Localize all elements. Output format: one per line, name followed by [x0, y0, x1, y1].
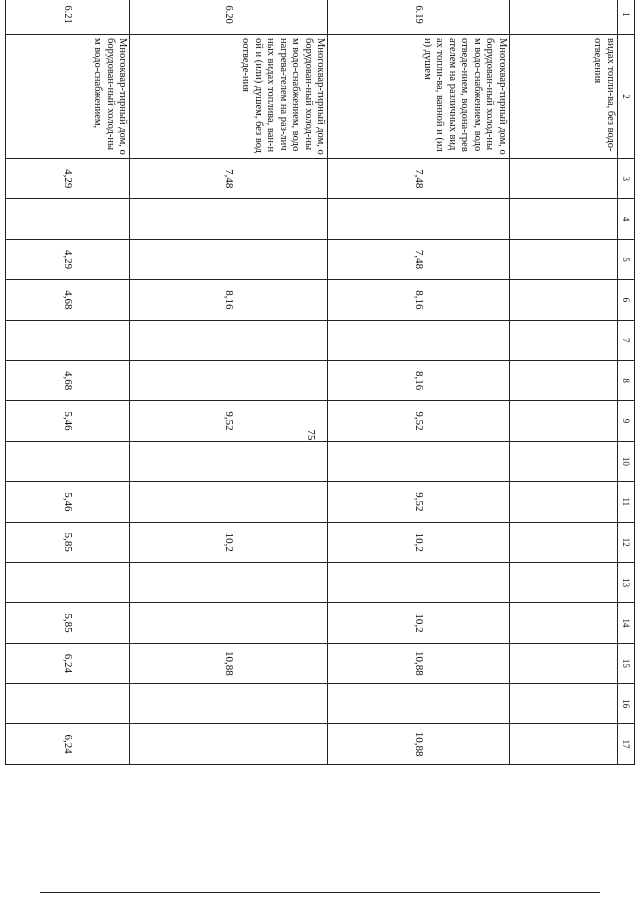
value-cell	[6, 441, 130, 481]
value-cell: 5,85	[6, 603, 130, 643]
value-cell: 8,16	[130, 280, 328, 320]
value-cell	[328, 562, 509, 602]
value-cell: 4,29	[6, 159, 130, 199]
value-cell: 7,48	[328, 239, 509, 279]
value-cell	[130, 441, 328, 481]
value-cell: 10,88	[130, 643, 328, 683]
value-cell: 9,52	[130, 401, 328, 441]
column-header: 9	[617, 401, 634, 441]
value-cell: 8,16	[328, 360, 509, 400]
value-cell	[509, 441, 617, 481]
value-cell: 5,46	[6, 482, 130, 522]
value-cell	[130, 199, 328, 239]
value-cell: 6,24	[6, 643, 130, 683]
value-cell	[328, 320, 509, 360]
value-cell	[509, 522, 617, 562]
column-header: 1	[617, 0, 634, 35]
column-header: 11	[617, 482, 634, 522]
column-header: 17	[617, 724, 634, 764]
column-header: 12	[617, 522, 634, 562]
value-cell	[130, 239, 328, 279]
value-cell	[509, 239, 617, 279]
value-cell	[509, 684, 617, 724]
row-id: 6.20	[130, 0, 328, 35]
tariff-table	[5, 0, 635, 765]
value-cell	[130, 360, 328, 400]
value-cell	[130, 562, 328, 602]
value-cell: 9,52	[328, 482, 509, 522]
value-cell	[509, 562, 617, 602]
row-description: видах топли-ва, без водо-отведения	[509, 35, 617, 159]
value-cell: 8,16	[328, 280, 509, 320]
value-cell	[328, 684, 509, 724]
row-description: Многоквар-тирный дом, оборудован-ный холод-ным водо-снабжением,	[6, 35, 130, 159]
column-header: 6	[617, 280, 634, 320]
row-id: 6.19	[328, 0, 509, 35]
value-cell	[509, 643, 617, 683]
row-description: Многоквар-тирный дом, оборудован-ный холод-ным водо-снабжением, водоотведе-нием, водона-гревателем на различных видах топли-ва, ванной и (или) душем	[328, 35, 509, 159]
value-cell	[130, 482, 328, 522]
value-cell: 10,2	[328, 522, 509, 562]
value-cell	[509, 360, 617, 400]
value-cell: 7,48	[130, 159, 328, 199]
value-cell: 9,52	[328, 401, 509, 441]
value-cell	[6, 199, 130, 239]
column-header: 7	[617, 320, 634, 360]
column-header: 10	[617, 441, 634, 481]
row-description: Многоквар-тирный дом, оборудован-ный холод-ным водо-снабжением, водонагрева-телем на раз-личных видах топлива, ван-ной и (или) душем, без водоотведе-ния	[130, 35, 328, 159]
value-cell	[130, 320, 328, 360]
value-cell: 7,48	[328, 159, 509, 199]
value-cell	[509, 280, 617, 320]
value-cell: 6,24	[6, 724, 130, 764]
value-cell: 10,2	[328, 603, 509, 643]
table-row	[509, 0, 617, 764]
column-number-row	[617, 0, 634, 764]
table-row	[328, 0, 509, 764]
value-cell	[509, 199, 617, 239]
column-header: 14	[617, 603, 634, 643]
column-header: 2	[617, 35, 634, 159]
row-id	[509, 0, 617, 35]
value-cell	[130, 724, 328, 764]
column-header: 16	[617, 684, 634, 724]
value-cell: 5,46	[6, 401, 130, 441]
tariff-table-wrapper	[5, 0, 635, 764]
value-cell	[509, 482, 617, 522]
value-cell	[328, 199, 509, 239]
value-cell: 4,29	[6, 239, 130, 279]
value-cell	[509, 159, 617, 199]
value-cell	[130, 684, 328, 724]
value-cell	[509, 401, 617, 441]
column-header: 8	[617, 360, 634, 400]
column-header: 15	[617, 643, 634, 683]
value-cell	[6, 320, 130, 360]
value-cell: 4,68	[6, 280, 130, 320]
value-cell: 5,85	[6, 522, 130, 562]
value-cell	[328, 441, 509, 481]
page-number: 75	[305, 429, 317, 441]
bottom-rule	[40, 892, 600, 893]
value-cell	[509, 724, 617, 764]
column-header: 13	[617, 562, 634, 602]
value-cell	[6, 562, 130, 602]
value-cell: 10,88	[328, 724, 509, 764]
table-row	[130, 0, 328, 764]
value-cell: 10,2	[130, 522, 328, 562]
value-cell	[509, 603, 617, 643]
value-cell	[6, 684, 130, 724]
column-header: 3	[617, 159, 634, 199]
row-id: 6.21	[6, 0, 130, 35]
value-cell: 4,68	[6, 360, 130, 400]
column-header: 4	[617, 199, 634, 239]
value-cell	[130, 603, 328, 643]
value-cell: 10,88	[328, 643, 509, 683]
table-row	[6, 0, 130, 764]
value-cell	[509, 320, 617, 360]
column-header: 5	[617, 239, 634, 279]
